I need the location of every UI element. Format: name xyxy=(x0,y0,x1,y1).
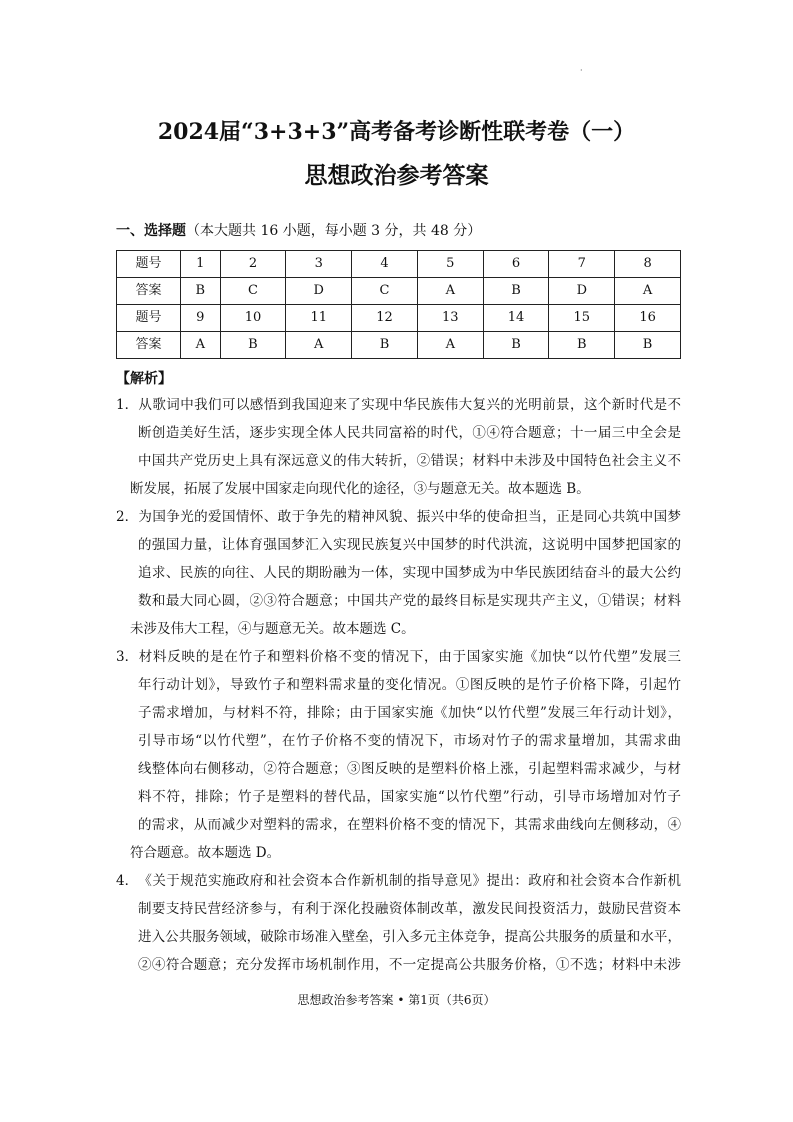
line-text: 的强国力量，让体育强国梦汇入实现民族复兴中国梦的时代洪流，这说明中国梦把国家的 xyxy=(138,537,681,553)
table-cell: B xyxy=(220,332,286,359)
line-text: 数和最大同心圆，②③符合题意；中国共产党的最终目标是实现共产主义，①错误；材料 xyxy=(138,593,681,609)
table-cell: A xyxy=(417,332,483,359)
text-line xyxy=(116,727,681,755)
text-line xyxy=(116,559,681,587)
line-text: 的需求，从而减少对塑料的需求，在塑料价格不变的情况下，其需求曲线向左侧移动，④ xyxy=(138,817,681,833)
text-line xyxy=(116,895,681,923)
text-line xyxy=(116,419,681,447)
text-line xyxy=(116,587,681,615)
section-heading xyxy=(116,222,481,240)
table-cell: 7 xyxy=(549,251,615,278)
table-row xyxy=(117,305,681,332)
text-line xyxy=(116,839,681,867)
table-cell: 4 xyxy=(352,251,418,278)
table-cell: B xyxy=(181,278,221,305)
text-line xyxy=(116,951,681,979)
line-text: 追求、民族的向往、人民的期盼融为一体，实现中国梦成为中华民族团结奋斗的最大公约 xyxy=(138,565,681,581)
item-number: 2． xyxy=(116,509,139,525)
table-cell: 14 xyxy=(483,305,549,332)
table-cell: B xyxy=(549,332,615,359)
line-text: 《关于规范实施政府和社会资本合作新机制的指导意见》提出：政府和社会资本合作新机 xyxy=(138,873,681,889)
table-cell: A xyxy=(417,278,483,305)
table-cell: 16 xyxy=(615,305,681,332)
table-cell: D xyxy=(286,278,352,305)
table-cell: 6 xyxy=(483,251,549,278)
table-cell: 15 xyxy=(549,305,615,332)
line-text: 线整体向右侧移动，②符合题意；③图反映的是塑料价格上涨，引起塑料需求减少，与材 xyxy=(138,761,681,777)
text-line xyxy=(116,699,681,727)
text-line xyxy=(116,531,681,559)
table-cell: 1 xyxy=(181,251,221,278)
line-text: ②④符合题意；充分发挥市场机制作用，不一定提高公共服务价格，①不选；材料中未涉 xyxy=(138,957,681,973)
table-cell: C xyxy=(220,278,286,305)
table-cell: B xyxy=(483,332,549,359)
line-text: 年行动计划》，导致竹子和塑料需求量的变化情况。①图反映的是竹子价格下降，引起竹 xyxy=(138,677,681,693)
line-text: 制要支持民营经济参与，有利于深化投融资体制改革，激发民间投资活力，鼓励民营资本 xyxy=(138,901,681,917)
line-text: 进入公共服务领域，破除市场准入壁垒，引入多元主体竞争，提高公共服务的质量和水平， xyxy=(138,929,681,945)
text-line xyxy=(116,867,681,895)
table-cell: A xyxy=(615,278,681,305)
line-text: 为国争光的爱国情怀、敢于争先的精神风貌、振兴中华的使命担当，正是同心共筑中国梦 xyxy=(138,509,681,525)
document-title: 2024届“3+3+3”高考备考诊断性联考卷（一） xyxy=(157,119,636,145)
page-footer: 思想政治参考答案 • 第1页（共6页） xyxy=(297,993,496,1007)
table-cell: 13 xyxy=(417,305,483,332)
analysis-item xyxy=(116,391,681,503)
line-text: 子需求增加，与材料不符，排除；由于国家实施《加快“以竹代塑”发展三年行动计划》， xyxy=(138,705,681,721)
document-subtitle: 思想政治参考答案 xyxy=(304,162,489,189)
text-line xyxy=(116,391,681,419)
table-cell: 8 xyxy=(615,251,681,278)
section-label: 一、选择题 xyxy=(116,223,186,239)
line-text: 断创造美好生活，逐步实现全体人民共同富裕的时代，①④符合题意；十一届三中全会是 xyxy=(138,425,681,441)
row-header-cell: 题号 xyxy=(117,305,181,332)
table-cell: 10 xyxy=(220,305,286,332)
table-row xyxy=(117,332,681,359)
table-cell: 5 xyxy=(417,251,483,278)
table-cell: A xyxy=(181,332,221,359)
text-line xyxy=(116,643,681,671)
item-number: 4． xyxy=(116,873,139,889)
line-text: 未涉及伟大工程，④与题意无关。故本题选 C。 xyxy=(130,621,415,637)
text-line xyxy=(116,671,681,699)
line-text: 从歌词中我们可以感悟到我国迎来了实现中华民族伟大复兴的光明前景，这个新时代是不 xyxy=(138,397,681,413)
line-text: 断发展，拓展了发展中国家走向现代化的途径，③与题意无关。故本题选 B。 xyxy=(130,481,590,497)
table-cell: D xyxy=(549,278,615,305)
table-cell: 12 xyxy=(352,305,418,332)
row-header-cell: 题号 xyxy=(117,251,181,278)
line-text: 材料反映的是在竹子和塑料价格不变的情况下，由于国家实施《加快“以竹代塑”发展三 xyxy=(138,649,681,665)
table-cell: 9 xyxy=(181,305,221,332)
analysis-item xyxy=(116,503,681,643)
text-line xyxy=(116,755,681,783)
text-line xyxy=(116,475,681,503)
line-text: 引导市场“以竹代塑”，在竹子价格不变的情况下，市场对竹子的需求量增加，其需求曲 xyxy=(138,733,681,749)
table-row xyxy=(117,251,681,278)
section-note: （本大题共 16 小题，每小题 3 分，共 48 分） xyxy=(186,223,482,239)
table-row xyxy=(117,278,681,305)
corner-mark: · xyxy=(580,66,583,75)
line-text: 中国共产党历史上具有深远意义的伟大转折，②错误；材料中未涉及中国特色社会主义不 xyxy=(138,453,681,469)
analysis-item xyxy=(116,643,681,867)
table-cell: B xyxy=(483,278,549,305)
table-cell: C xyxy=(352,278,418,305)
table-cell: B xyxy=(352,332,418,359)
table-cell: 2 xyxy=(220,251,286,278)
analysis-body xyxy=(116,391,681,979)
row-header-cell: 答案 xyxy=(117,332,181,359)
text-line xyxy=(116,503,681,531)
text-line xyxy=(116,447,681,475)
text-line xyxy=(116,811,681,839)
table-cell: 3 xyxy=(286,251,352,278)
row-header-cell: 答案 xyxy=(117,278,181,305)
text-line xyxy=(116,783,681,811)
text-line xyxy=(116,615,681,643)
table-cell: 11 xyxy=(286,305,352,332)
line-text: 料不符，排除；竹子是塑料的替代品，国家实施“以竹代塑”行动，引导市场增加对竹子 xyxy=(138,789,681,805)
answer-table xyxy=(116,250,681,359)
item-number: 1． xyxy=(116,397,139,413)
text-line xyxy=(116,923,681,951)
analysis-item xyxy=(116,867,681,979)
table-cell: B xyxy=(615,332,681,359)
analysis-heading: 【解析】 xyxy=(116,371,172,387)
line-text: 符合题意。故本题选 D。 xyxy=(130,845,281,861)
table-cell: A xyxy=(286,332,352,359)
item-number: 3． xyxy=(116,649,139,665)
